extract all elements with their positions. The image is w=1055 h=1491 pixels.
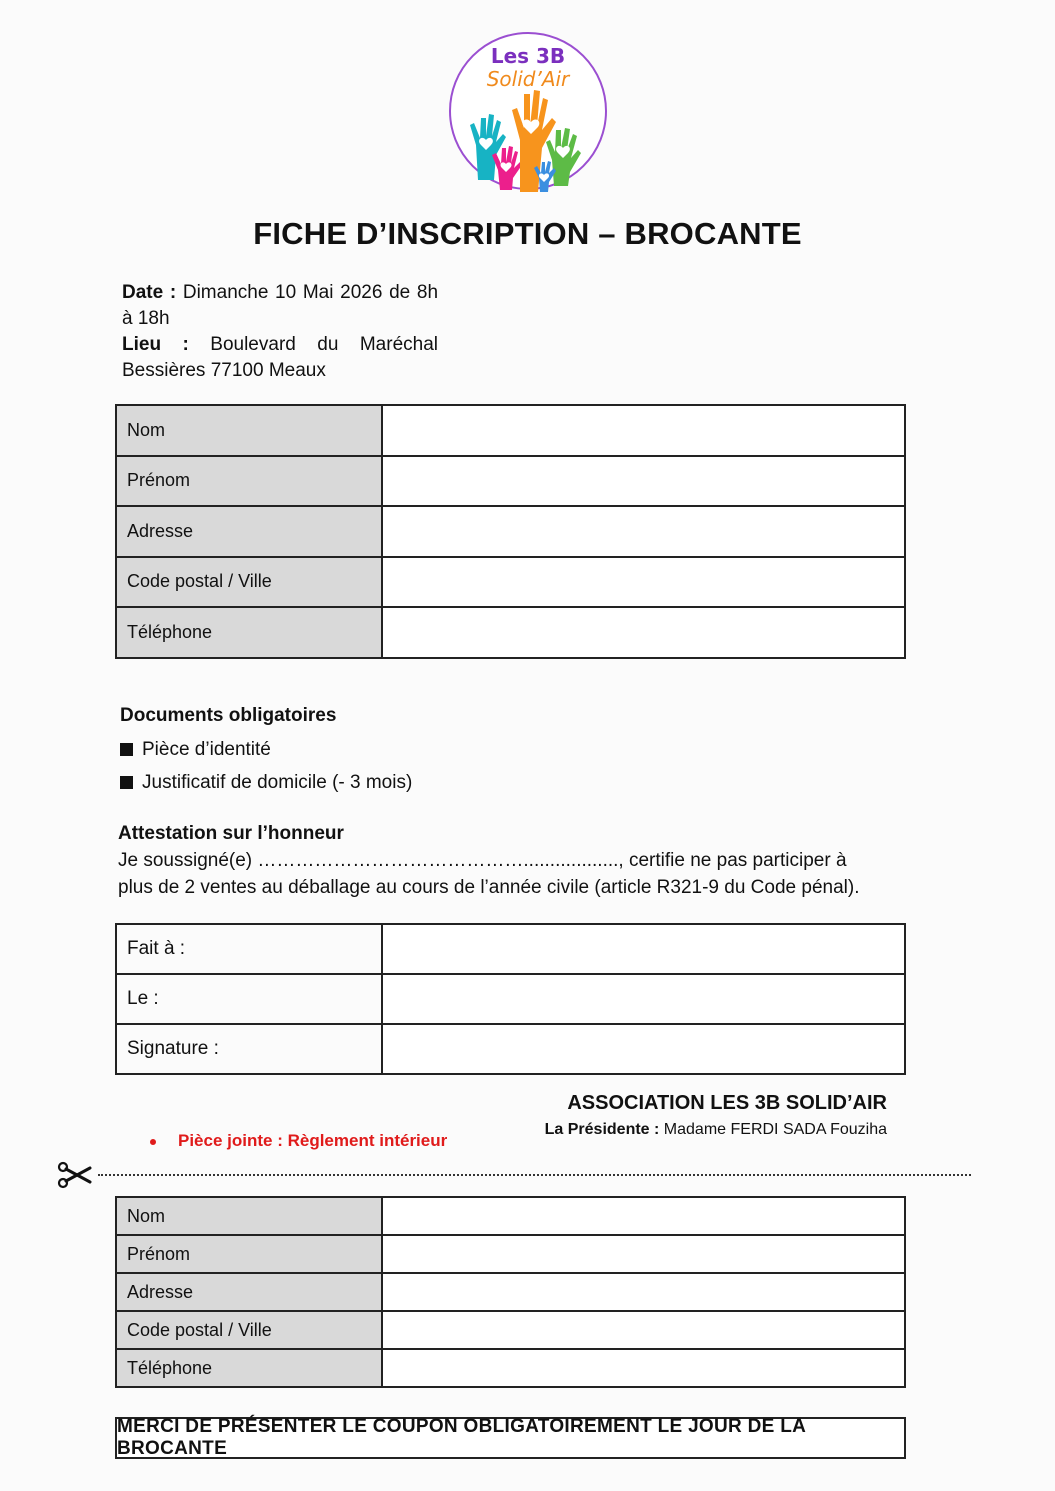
table-row — [116, 1311, 905, 1349]
adresse-input[interactable] — [382, 506, 905, 557]
table-row — [116, 924, 905, 974]
required-documents — [120, 705, 412, 799]
cut-line — [56, 1160, 971, 1190]
field-label-adresse: Adresse — [116, 506, 382, 557]
president-name: Madame FERDI SADA Fouziha — [663, 1121, 887, 1138]
document-item-label: Pièce d’identité — [142, 738, 271, 760]
table-row — [116, 1024, 905, 1074]
date-line — [122, 280, 438, 306]
table-row — [116, 1349, 905, 1387]
scissors-icon — [56, 1160, 92, 1190]
table-row — [116, 557, 905, 608]
attachment-text: Pièce jointe : Règlement intérieur — [178, 1131, 448, 1150]
field-label-code-postal-ville: Code postal / Ville — [116, 557, 382, 608]
coupon-notice: MERCI DE PRÉSENTER LE COUPON OBLIGATOIREMENT LE JOUR DE LA BROCANTE — [115, 1417, 906, 1459]
dotted-line — [98, 1174, 971, 1176]
president-label: La Présidente — [544, 1121, 650, 1138]
table-row — [116, 1197, 905, 1235]
table-row — [116, 1235, 905, 1273]
president-separator: : — [649, 1121, 664, 1138]
field-label-telephone: Téléphone — [116, 607, 382, 658]
nom-input[interactable] — [382, 405, 905, 456]
table-row — [116, 506, 905, 557]
table-row — [116, 405, 905, 456]
coupon-form-table — [115, 1196, 906, 1388]
association-block — [545, 1092, 887, 1139]
coupon-label-code-postal-ville: Code postal / Ville — [116, 1311, 382, 1349]
field-label-prenom: Prénom — [116, 456, 382, 507]
field-label-le: Le : — [116, 974, 382, 1024]
identity-form-table — [115, 404, 906, 659]
attachment-note — [150, 1131, 447, 1151]
coupon-prenom-input[interactable] — [382, 1235, 905, 1273]
attestation-text-line-1: Je soussigné(e) …………………………………….................., certifie ne pas participer à — [118, 850, 847, 871]
logo-text-line2: Solid’Air — [486, 67, 570, 91]
date-label: Date : — [122, 282, 177, 303]
attestation-text-line-2: plus de 2 ventes au déballage au cours de l’année civile (article R321-9 du Code pénal). — [118, 877, 860, 898]
table-row — [116, 607, 905, 658]
table-row — [116, 1273, 905, 1311]
document-item-label: Justificatif de domicile (- 3 mois) — [142, 771, 413, 793]
field-label-nom: Nom — [116, 405, 382, 456]
coupon-label-adresse: Adresse — [116, 1273, 382, 1311]
list-item — [120, 766, 412, 799]
date-value: Dimanche 10 Mai 2026 de 8h — [182, 282, 439, 303]
coupon-label-nom: Nom — [116, 1197, 382, 1235]
signature-input[interactable] — [382, 1024, 905, 1074]
signature-form-table — [115, 923, 906, 1075]
lieu-value: Boulevard du Maréchal — [210, 334, 438, 355]
field-label-fait-a: Fait à : — [116, 924, 382, 974]
coupon-adresse-input[interactable] — [382, 1273, 905, 1311]
attestation-section — [118, 820, 888, 901]
president-line — [545, 1121, 887, 1139]
field-label-signature: Signature : — [116, 1024, 382, 1074]
association-name: ASSOCIATION LES 3B SOLID’AIR — [567, 1092, 887, 1114]
square-bullet-icon — [120, 743, 133, 756]
prenom-input[interactable] — [382, 456, 905, 507]
bullet-icon — [150, 1139, 156, 1145]
table-row — [116, 974, 905, 1024]
page-title: FICHE D’INSCRIPTION – BROCANTE — [253, 216, 802, 251]
list-item — [120, 733, 412, 766]
coupon-label-prenom: Prénom — [116, 1235, 382, 1273]
table-row — [116, 456, 905, 507]
attestation-heading: Attestation sur l’honneur — [118, 823, 344, 844]
date-line-2: à 18h — [122, 308, 170, 329]
association-logo — [448, 30, 608, 192]
documents-heading: Documents obligatoires — [120, 705, 337, 726]
lieu-line — [122, 332, 438, 358]
coupon-code-postal-ville-input[interactable] — [382, 1311, 905, 1349]
coupon-telephone-input[interactable] — [382, 1349, 905, 1387]
logo-text-line1: Les 3B — [490, 44, 566, 68]
fait-a-input[interactable] — [382, 924, 905, 974]
lieu-line-2: Bessières 77100 Meaux — [122, 360, 326, 381]
event-info — [122, 280, 438, 384]
coupon-nom-input[interactable] — [382, 1197, 905, 1235]
code-postal-ville-input[interactable] — [382, 557, 905, 608]
coupon-label-telephone: Téléphone — [116, 1349, 382, 1387]
square-bullet-icon — [120, 776, 133, 789]
lieu-label: Lieu : — [122, 334, 189, 355]
date-input[interactable] — [382, 974, 905, 1024]
telephone-input[interactable] — [382, 607, 905, 658]
